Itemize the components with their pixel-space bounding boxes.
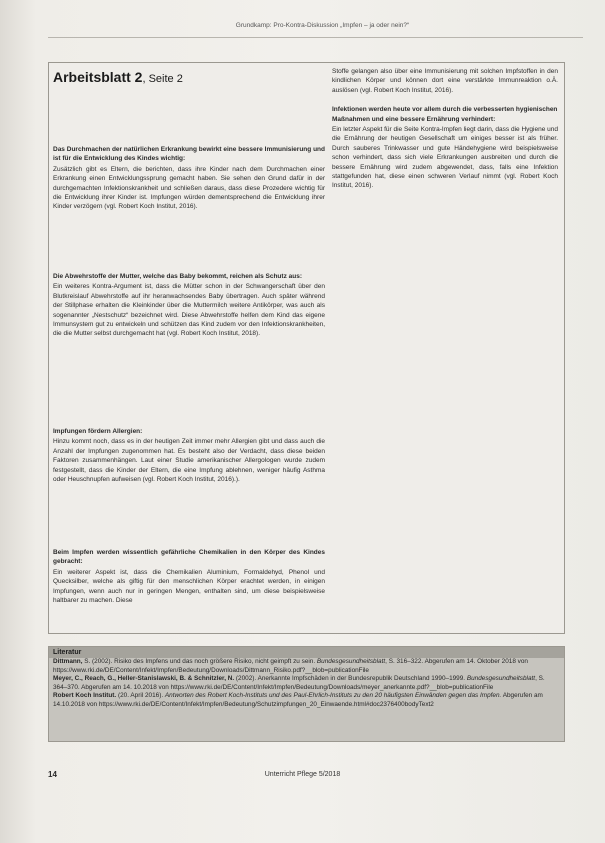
literature-box <box>48 646 565 742</box>
section-body: Ein weiteres Kontra-Argument ist, dass die Mütter schon in der Schwangerschaft über den Blutkreislauf Abwehrstoffe auf ihr heranwachsendes Baby übertragen. Auch später während der Stillphase erhalten die Kleinkinder über die Muttermilch weitere Antikörper, was auch als sogenannter „Nestschutz“ bezeichnet wird. Diese Abwehrstoffe helfen dem Kind das eigene Immunsystem gut zu entwickeln und schützen das Kind zudem vor den Infektionskrankheiten, die die Mutter selbst durchgemacht hat (vgl. Robert Koch Institut, 2018). <box>53 283 325 338</box>
magazine-footer: Unterricht Pflege 5/2018 <box>264 771 341 778</box>
literature-entry <box>49 675 564 692</box>
right-column-box <box>330 62 565 634</box>
header-rule <box>48 37 583 38</box>
entry-title: Bundesgesundheitsblatt <box>316 658 386 665</box>
entry-text: (2002). Anerkannte Impfschäden in der Bundesrepublik Deutschland 1990–1999. <box>234 675 467 683</box>
section-heading: Die Abwehrstoffe der Mutter, welche das Baby bekommt, reichen als Schutz aus: <box>53 273 302 280</box>
running-head: Grundkamp: Pro-Kontra-Diskussion „Impfen – ja oder nein?“ <box>235 22 410 29</box>
section-heading: Infektionen werden heute vor allem durch die verbesserten hygienischen Maßnahmen und eine bessere Ernährung verhindert: <box>332 106 558 123</box>
sheet-title-main: Arbeitsblatt 2 <box>53 69 143 85</box>
entry-authors: Meyer, C., Reach, G., Heller-Stanislawski, B. & Schnitzler, N. <box>53 675 235 683</box>
literature-entry <box>49 692 564 709</box>
continued-text: Stoffe gelangen also über eine Immunisierung mit solchen Impfstoffen in den kindlichen Körper und können dort eine verstärkte Immunreaktion o.Ä. auslösen (vgl. Robert Koch Institut, 2016). <box>332 68 558 94</box>
literature-entry <box>49 658 564 675</box>
section-body: Ein letzter Aspekt für die Seite Kontra-Impfen liegt darin, dass die Hygiene und die Ernährung der heutigen Gesellschaft um einiges besser ist als früher. Durch sauberes Trinkwasser und gute Händehygiene wird beispielsweise schon verhindert, dass sich viele Erkrankungen ausbreiten und durch die bessere Ernährung wird zudem abgewendet, dass, falls eine Infektion stattgefunden hat, diese einen schweren Verlauf nimmt (vgl. Robert Koch Institut, 2016). <box>332 126 558 190</box>
section-body: Zusätzlich gibt es Eltern, die berichten, dass ihre Kinder nach dem Durchmachen einer Erkrankung einen Entwicklungssprung gemacht haben. Sie sehen den Grund dafür in der durchgemachten Infektionskrankheit und schließen daraus, dass diese Prozedere wichtig für die Entwicklung ihrer Kinder ist. Impfungen würden dementsprechend die Entwicklung ihrer Kinder verzögern (vgl. Robert Koch Institut, 2016). <box>53 165 325 211</box>
section-heading: Impfungen fördern Allergien: <box>53 428 143 435</box>
literature-heading: Literatur <box>49 647 564 658</box>
section-body: Hinzu kommt noch, dass es in der heutigen Zeit immer mehr Allergien gibt und dass auch die Anzahl der Impfungen zugenommen hat. Es besteht also der Verdacht, dass diese beiden Faktoren zusammenhängen. Laut einer Studie amerikanischer Allergologen wurde zudem festgestellt, dass die Kinder der Eltern, die eine Impfung ablehnen, weniger häufig Asthma oder Heuschnupfen aufweisen (vgl. Robert Koch Institut, 2016).). <box>53 438 325 484</box>
left-column-box <box>48 62 331 634</box>
section-heading: Beim Impfen werden wissentlich gefährliche Chemikalien in den Körper des Kindes gebracht: <box>53 549 325 566</box>
entry-rest: , S. 364–370. Abgerufen am 14. 10.2018 von https://www.rki.de/DE/Content/Infekt/Impfen/Bedeutung/Downloads/meyer_anerkannte.pdf?__blob=publicationFile <box>53 675 545 691</box>
entry-authors: Dittmann, <box>53 658 83 665</box>
sheet-title-sub: , Seite 2 <box>142 73 183 85</box>
argument-chemicals <box>53 548 325 605</box>
argument-allergies <box>53 427 325 484</box>
entry-title: Antworten des Robert Koch-Instituts und des Paul-Ehrlich-Instituts zu den 20 häufigsten Einwänden gegen das Impfen. <box>164 692 502 700</box>
sheet-title <box>53 69 183 85</box>
argument-natural-disease <box>53 145 325 212</box>
entry-rest: Abgerufen am 14.10.2018 von https://www.rki.de/DE/Content/Infekt/Impfen/Bedeutung/Schutzimpfungen_20_Einwaende.html#doc2376400bodyText2 <box>53 692 543 708</box>
entry-authors: Robert Koch Institut. <box>53 692 117 700</box>
entry-text: S. (2002). Risiko des Impfens und das noch größere Risiko, nicht geimpft zu sein. <box>82 658 317 665</box>
entry-title: Bundesgesundheitsblatt <box>466 675 536 683</box>
section-body: Ein weiterer Aspekt ist, dass die Chemikalien Aluminium, Formaldehyd, Phenol und Quecksilber, welche als giftig für den menschlichen Körper erachtet werden, in einigen Impfungen, wenn auch nur in geringen Mengen, enthalten sind, um diese beispielsweise haltbarer zu machen. Diese <box>53 568 325 605</box>
section-heading: Das Durchmachen der natürlichen Erkrankung bewirkt eine bessere Immunisierung und ist für die Entwicklung des Kindes wichtig: <box>53 146 325 163</box>
entry-rest: , S. 316–322. Abgerufen am 14. Oktober 2018 von https://www.rki.de/DE/Content/Infekt/Impfen/Bedeutung/Downloads/Dittmann_Risiko.pdf?__blob=publicationFile <box>53 658 528 674</box>
page-number: 14 <box>48 770 57 779</box>
argument-maternal-antibodies <box>53 272 325 339</box>
entry-text: (20. April 2016). <box>116 692 165 700</box>
